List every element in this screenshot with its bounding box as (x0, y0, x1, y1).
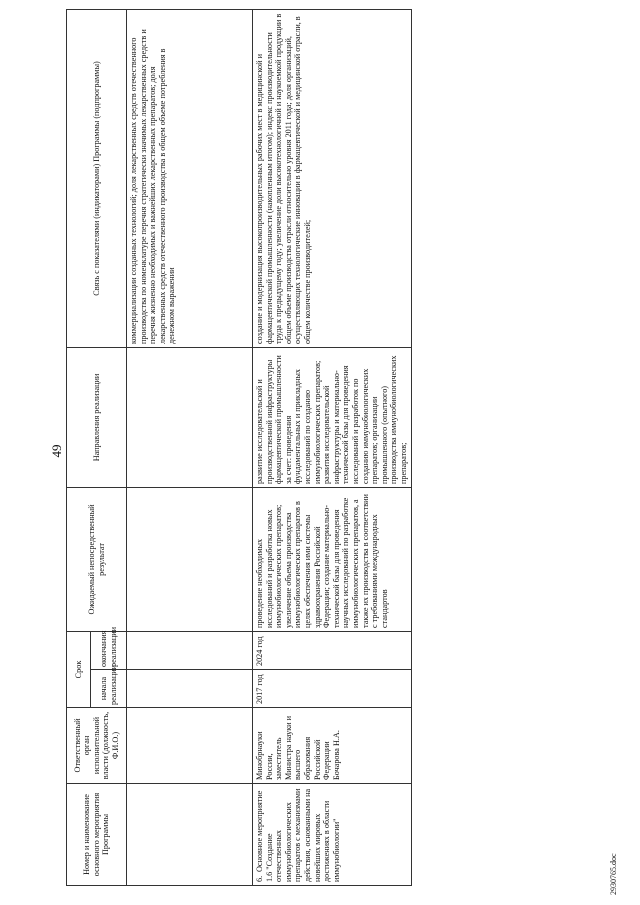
table-header-row (67, 9, 91, 885)
program-activities-table (66, 9, 412, 886)
header-responsible-organ: Ответственный орган исполнительной власти (должность, Ф.И.О.) (67, 708, 127, 784)
activity-number: 6. (255, 875, 264, 882)
table-row (253, 9, 412, 885)
term-start: 2017 год (253, 670, 412, 708)
implementation-directions: развитие исследовательской и производственной инфраструктуры фармацевтической промышленности за счет: проведения фундаментальных и прикладных исследований по созданию иммунобиологических препаратов; развития исследовательской инфраструктуры и материально-технической базы для проведения исследований и разработок по созданию иммунобиологических препаратов; организации промышленного (опытного) производства иммунобиологических препаратов; (253, 347, 412, 487)
activity-name: Основное мероприятие 1.6 "Создание отечественных иммунобиологических препаратов с механизмами действия, основанными на новейших мировых достижениях в области иммунобиологии" (255, 788, 341, 882)
header-term: Срок (67, 631, 91, 707)
header-term-end: окончания реализации (91, 631, 127, 669)
header-term-start: начала реализации (91, 670, 127, 708)
page-number: 49 (49, 444, 64, 458)
table-row-continuation (127, 9, 253, 885)
header-number-name: Номер и наименование основного мероприятия Программы (67, 784, 127, 886)
term-end: 2024 год (253, 631, 412, 669)
responsible-organ: Минобрнауки России, заместитель Министра науки и высшего образования Российской Федерации Бочарова Н.А. (253, 708, 412, 784)
header-indicators: Связь с показателями (индикаторами) Программы (подпрограммы) (67, 9, 127, 347)
prev-row-indicators: коммерциализации созданных технологий; доля лекарственных средств отечественного производства по номенклатуре перечня стратегически значимых лекарственных средств и перечня жизненно необходимых и важнейших лекарственных препаратов; доля лекарственных средств отечественного производства в общем объеме потребления в денежном выражении (127, 9, 253, 347)
expected-result: проведение необходимых исследований и разработка новых иммунобиологических препаратов; увеличение объема производства иммунобиологических препаратов в целях обеспечения ими системы здравоохранения Российской Федерации; создание материально-технической базы для проведения научных исследований по разработке иммунобиологических препаратов, а также их производства в соответствии с требованиями международных стандартов (253, 487, 412, 631)
header-directions: Направления реализации (67, 347, 127, 487)
activity-number-name (253, 784, 412, 886)
header-expected-result: Ожидаемый непосредственный результат (67, 487, 127, 631)
document-file-stamp: 2930765.doc (609, 853, 618, 895)
indicators-link: создание и модернизация высокопроизводительных рабочих мест в медицинской и фармацевтической промышленности (накопленным итогом); индекс производительности труда к предыдущему году; увеличение доли высокотехнологичной и наукоемкой продукции в общем объеме производства отрасли относительно уровня 2011 года; доля организаций, осуществляющих технологические инновации в фармацевтической и медицинской отрасли, в общем количестве производителей; (253, 9, 412, 347)
